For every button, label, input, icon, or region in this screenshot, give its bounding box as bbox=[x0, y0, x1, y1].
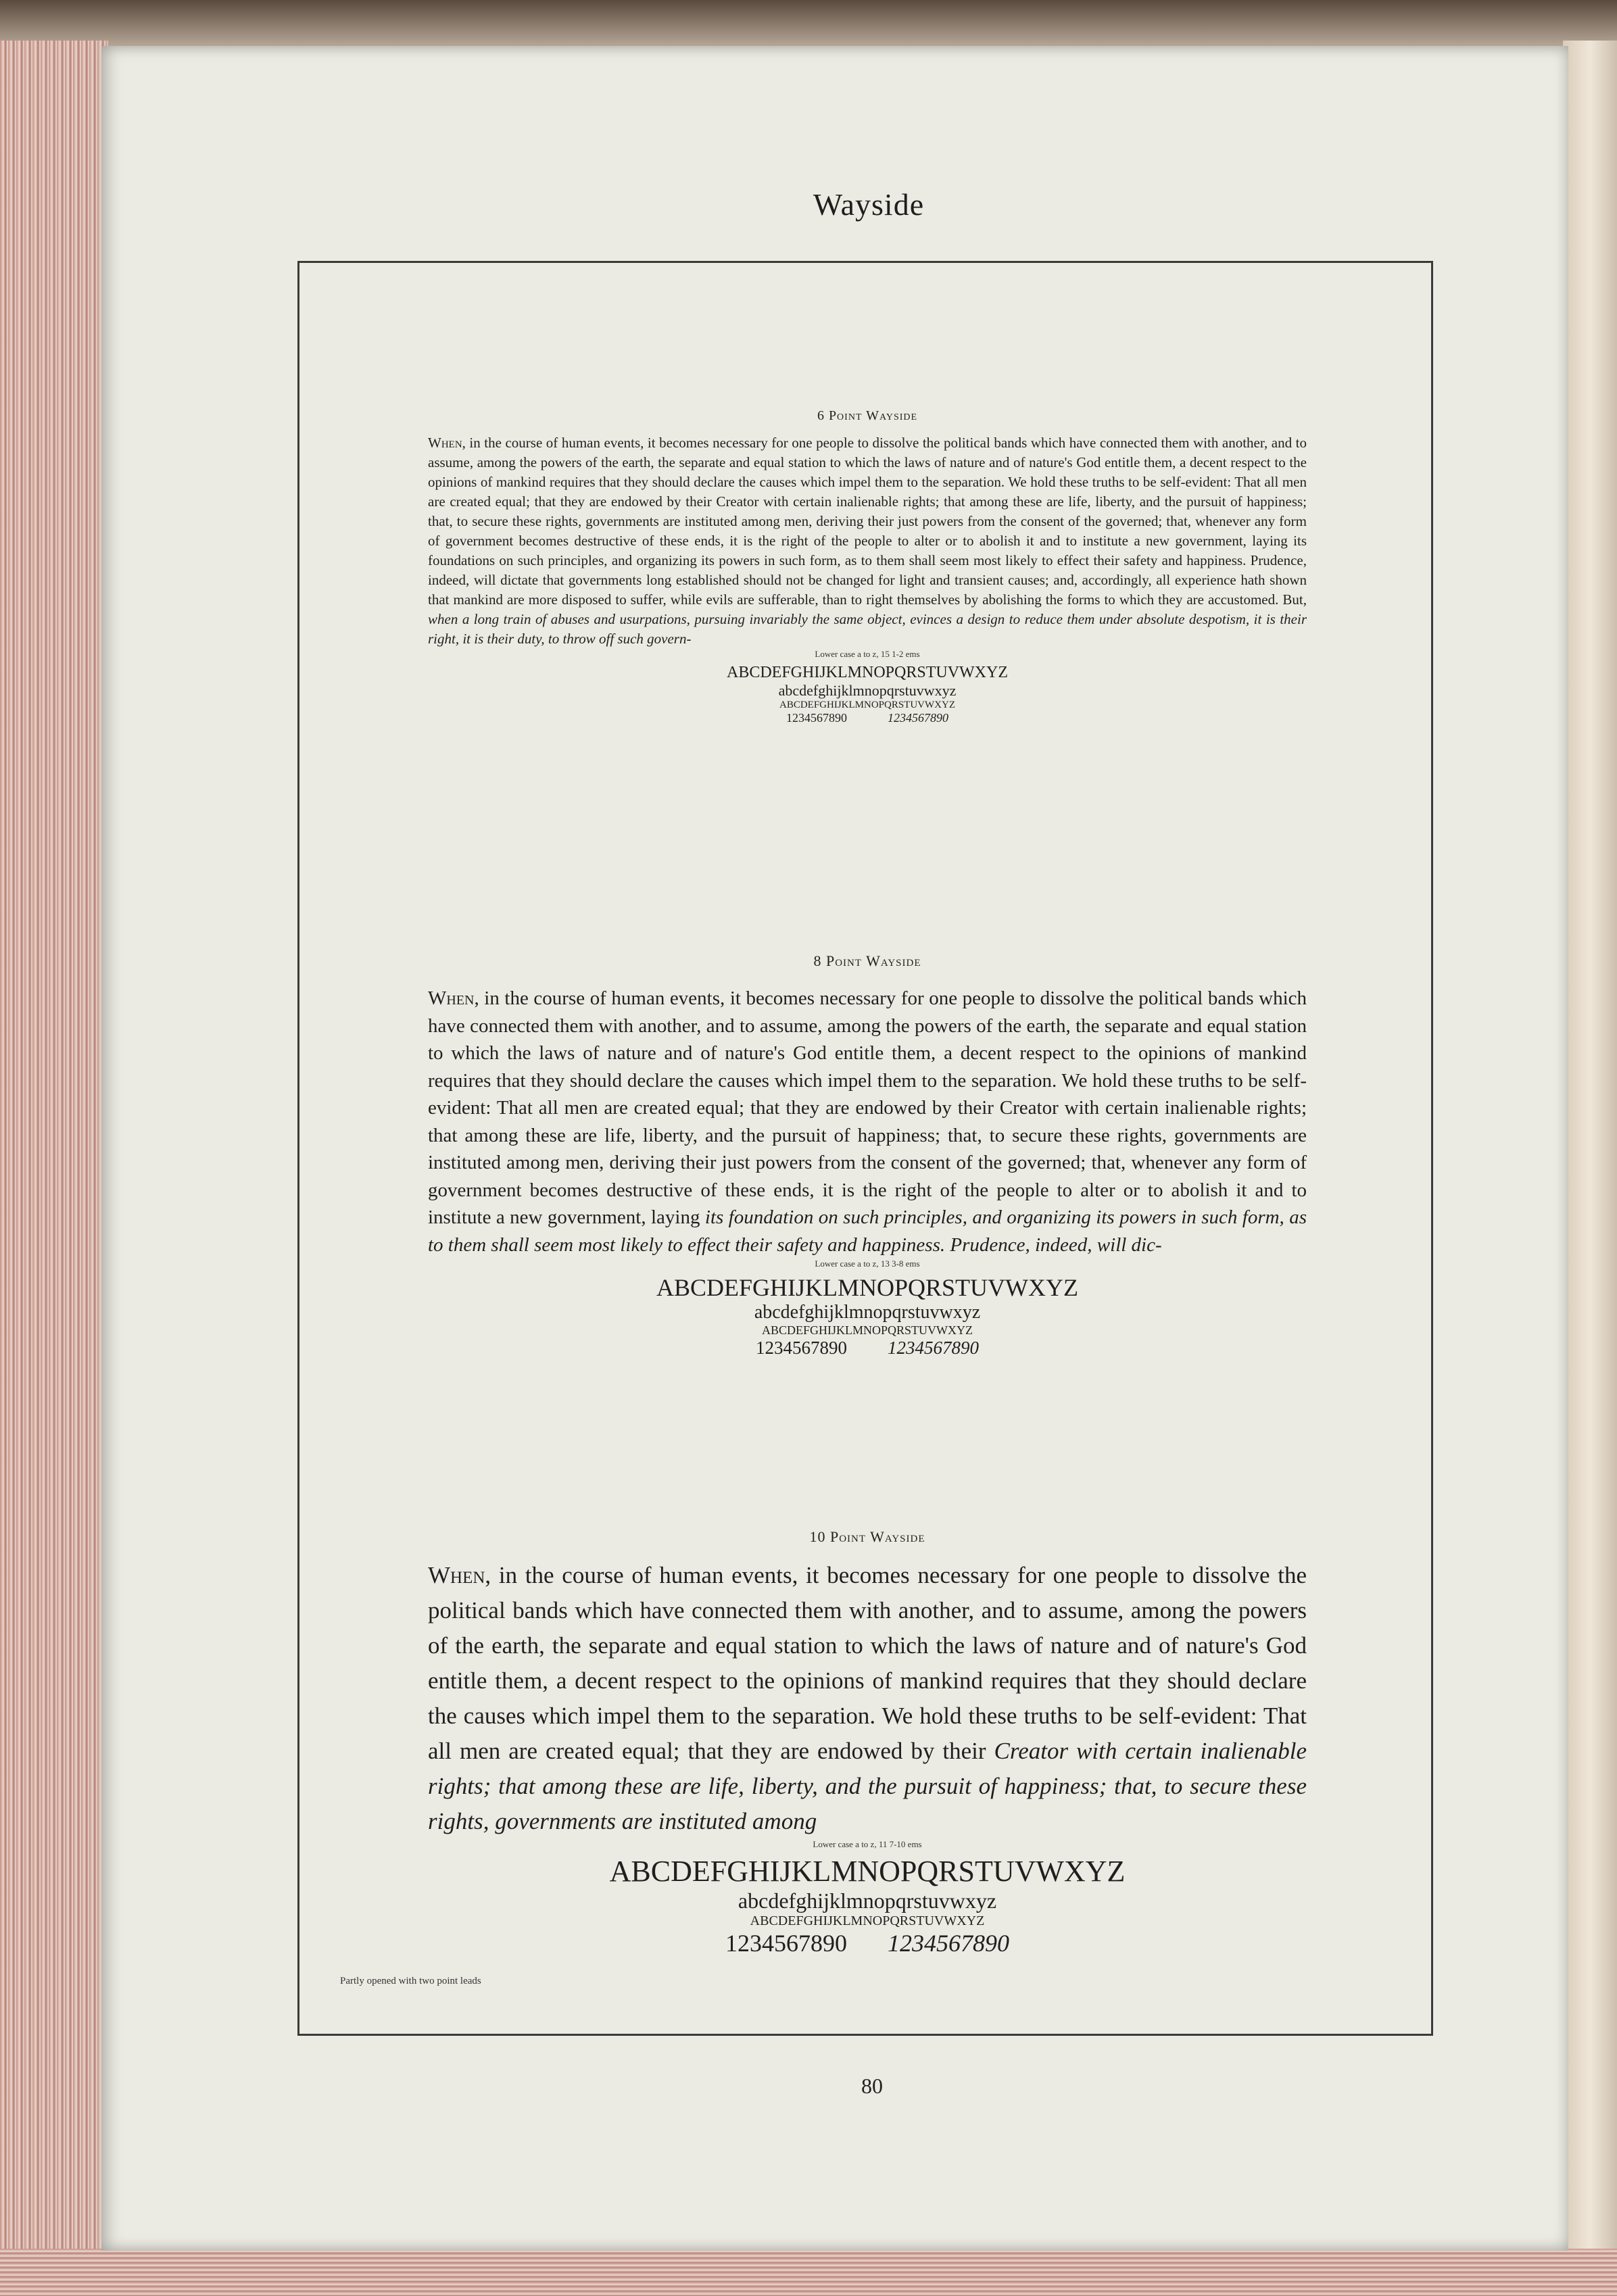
italic-figures: 1234567890 bbox=[888, 711, 948, 725]
specimen-text bbox=[428, 433, 1307, 649]
specimen-6-point bbox=[428, 408, 1307, 725]
small-caps-alphabet: ABCDEFGHIJKLMNOPQRSTUVWXYZ bbox=[779, 700, 955, 710]
italic-text: when a long train of abuses and usurpations, pursuing invariably the same object, evinces a design to reduce them under absolute despotism, it is their right, it is their duty, to throw off such govern- bbox=[428, 611, 1307, 647]
italic-figures: 1234567890 bbox=[888, 1338, 979, 1358]
uppercase-alphabet: ABCDEFGHIJKLMNOPQRSTUVWXYZ bbox=[609, 1855, 1126, 1888]
roman-figures: 1234567890 bbox=[756, 1338, 847, 1358]
page-title: Wayside bbox=[813, 187, 925, 222]
book-page bbox=[101, 46, 1568, 2251]
italic-figures: 1234567890 bbox=[888, 1930, 1009, 1957]
roman-figures: 1234567890 bbox=[786, 711, 847, 725]
uppercase-alphabet: ABCDEFGHIJKLMNOPQRSTUVWXYZ bbox=[726, 664, 1008, 681]
specimen-text bbox=[428, 1558, 1307, 1839]
book-top-edge bbox=[0, 0, 1617, 47]
italic-text: Creator with certain inalienable rights; that among these are life, liberty, and the pursuit of happiness; that, to secure these rights, governments are instituted among bbox=[428, 1738, 1307, 1834]
roman-figures: 1234567890 bbox=[725, 1930, 847, 1957]
leading-footnote: Partly opened with two point leads bbox=[340, 1976, 481, 1986]
roman-text: , in the course of human events, it becomes necessary for one people to dissolve the political bands which have connected them with another, and to assume, among the powers of the earth, the separate and equal station to which the laws of nature and of nature's God entitle them, a decent respect to the opinions of mankind requires that they should declare the causes which impel them to the separation. We hold these truths to be self-evident: That all men are created equal; that they are endowed by their Creator with certain inalienable rights; that among these are life, liberty, and the pursuit of happiness; that, to secure these rights, governments are instituted among men, deriving their just powers from the consent of the governed; that, whenever any form of government becomes destructive of these ends, it is the right of the people to alter or to abolish it and to institute a new government, laying bbox=[428, 987, 1307, 1228]
lead-in: When bbox=[428, 435, 462, 451]
lead-in: When bbox=[428, 1562, 485, 1588]
lowercase-alphabet: abcdefghijklmnopqrstuvwxyz bbox=[738, 1888, 997, 1913]
specimen-text bbox=[428, 985, 1307, 1259]
specimen-frame bbox=[297, 261, 1433, 2036]
lead-in: When bbox=[428, 987, 475, 1009]
book-page-edges-bottom bbox=[0, 2249, 1617, 2296]
roman-text: , in the course of human events, it becomes necessary for one people to dissolve the political bands which have connected them with another, and to assume, among the powers of the earth, the separate and equal station to which the laws of nature and of nature's God entitle them, a decent respect to the opinions of mankind requires that they should declare the causes which impel them to the separation. We hold these truths to be self-evident: That all men are created equal; that they are endowed by their Creator with certain inalienable rights; that among these are life, liberty, and the pursuit of happiness; that, to secure these rights, governments are instituted among men, deriving their just powers from the consent of the governed; that, whenever any form of government becomes destructive of these ends, it is the right of the people to alter or to abolish it and to institute a new government, laying its foundations on such principles, and organizing its powers in such form, as to them shall seem most likely to effect their safety and happiness. Prudence, indeed, will dictate that governments long established should not be changed for light and transient causes; and, accordingly, all experience hath shown that mankind are more disposed to suffer, while evils are sufferable, than to right themselves by abolishing the forms to which they are accustomed. But, bbox=[428, 435, 1307, 608]
figures-row bbox=[428, 1338, 1307, 1359]
specimen-heading: 8 Point Wayside bbox=[813, 952, 921, 969]
small-caps-alphabet: ABCDEFGHIJKLMNOPQRSTUVWXYZ bbox=[750, 1913, 985, 1928]
roman-text: , in the course of human events, it becomes necessary for one people to dissolve the political bands which have connected them with another, and to assume, among the powers of the earth, the separate and equal station to which the laws of nature and of nature's God entitle them, a decent respect to the opinions of mankind requires that they should declare the causes which impel them to the separation. We hold these truths to be self-evident: That all men are created equal; that they are endowed by their bbox=[428, 1562, 1307, 1764]
specimen-8-point bbox=[428, 952, 1307, 1359]
page-number: 80 bbox=[861, 2074, 883, 2098]
uppercase-alphabet: ABCDEFGHIJKLMNOPQRSTUVWXYZ bbox=[656, 1274, 1079, 1301]
specimen-10-point bbox=[428, 1528, 1307, 1957]
lowercase-ems-note: Lower case a to z, 15 1-2 ems bbox=[815, 649, 920, 659]
specimen-heading: 10 Point Wayside bbox=[809, 1528, 925, 1545]
figures-row bbox=[428, 1929, 1307, 1957]
lowercase-ems-note: Lower case a to z, 13 3-8 ems bbox=[815, 1259, 920, 1269]
lowercase-alphabet: abcdefghijklmnopqrstuvwxyz bbox=[778, 682, 957, 699]
book-page-edge-right bbox=[1563, 41, 1617, 2296]
book-page-edges-left bbox=[0, 41, 108, 2296]
figures-row bbox=[428, 711, 1307, 725]
italic-text: its foundation on such principles, and organizing its powers in such form, as to them shall seem most likely to effect their safety and happiness. Prudence, indeed, will dic- bbox=[428, 1206, 1307, 1256]
specimen-heading: 6 Point Wayside bbox=[817, 408, 918, 423]
lowercase-ems-note: Lower case a to z, 11 7-10 ems bbox=[813, 1839, 922, 1849]
small-caps-alphabet: ABCDEFGHIJKLMNOPQRSTUVWXYZ bbox=[761, 1323, 973, 1337]
lowercase-alphabet: abcdefghijklmnopqrstuvwxyz bbox=[754, 1302, 981, 1323]
